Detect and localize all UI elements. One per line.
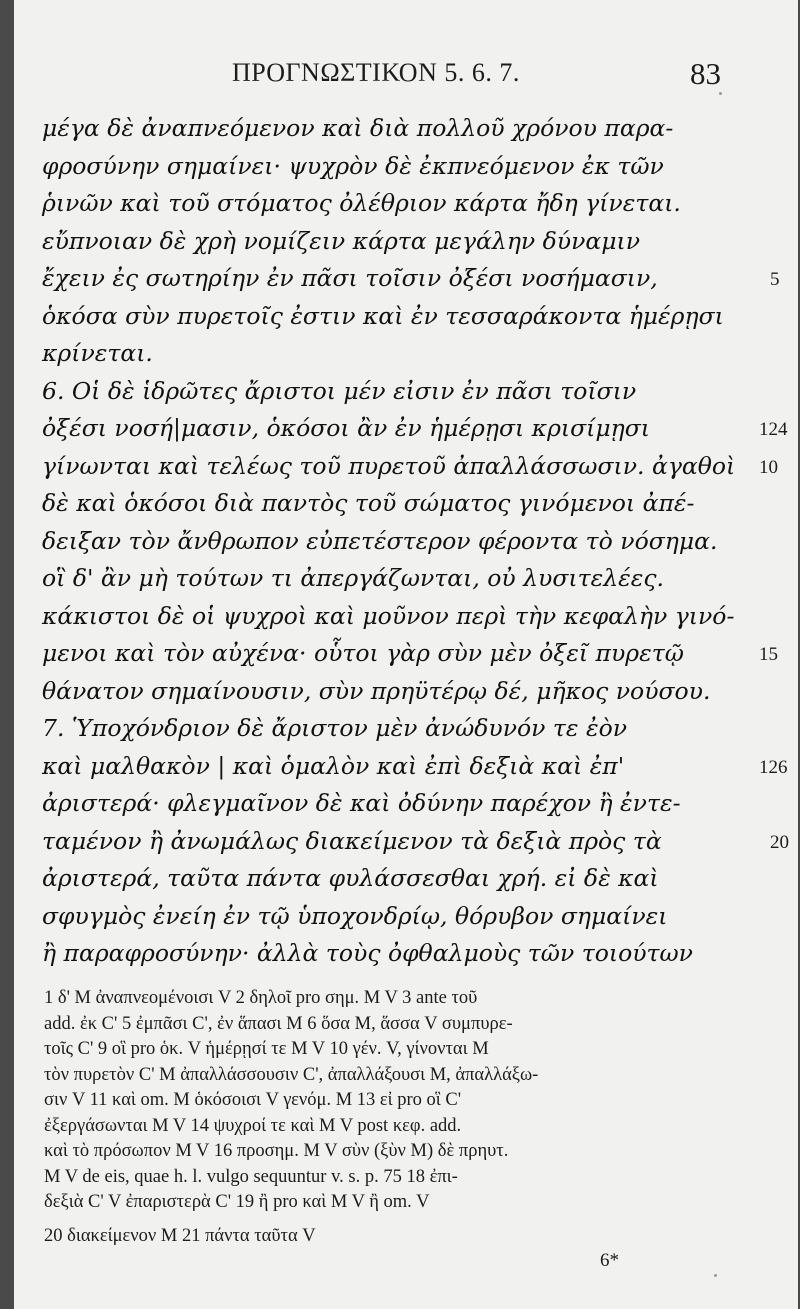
text-line: κρίνεται. (42, 339, 153, 367)
critical-apparatus (44, 986, 784, 1249)
text-line: ταμένον ἢ ἀνωμάλως διακείμενον τὰ δεξιὰ πρὸς τὰ 20 (42, 823, 782, 861)
line-number: 15 (759, 644, 778, 665)
text-line: ἢ παραφροσύνην· ἀλλὰ τοὺς ὀφθαλμοὺς τῶν τοιούτων (42, 939, 693, 967)
apparatus-line: add. ἐκ C' 5 ἐμπᾶσι C', ἐν ἅπασι M 6 ὅσα M, ἅσσα V συμπυρε- (44, 1013, 513, 1034)
text-line: 6. Οἱ δὲ ἱδρῶτες ἄριστοι μέν εἰσιν ἐν πᾶσι τοῖσιν (42, 376, 637, 405)
text-line: εὔπνοιαν δὲ χρὴ νομίζειν κάρτα μεγάλην δύναμιν (42, 226, 641, 255)
text-line: ὁκόσα σὺν πυρετοῖς ἐστιν καὶ ἐν τεσσαράκοντα ἡμέρῃσι (42, 301, 724, 330)
text-line: ἔχειν ἐς σωτηρίην ἐν πᾶσι τοῖσιν ὀξέσι νοσήμασιν, 5 (42, 260, 782, 298)
apparatus-line: σιν V 11 καὶ om. M ὁκόσοισι V γενόμ. M 13 εἰ pro οἳ C' (44, 1090, 462, 1110)
text-line: 7. Ὑποχόνδριον δὲ ἄριστον μὲν ἀνώδυνόν τε ἐὸν (42, 714, 628, 742)
text-line: δὲ καὶ ὁκόσοι διὰ παντὸς τοῦ σώματος γινόμενοι ἀπέ- (42, 489, 695, 517)
text-line: σφυγμὸς ἐνείη ἐν τῷ ὑποχονδρίῳ, θόρυβον σημαίνει (42, 901, 668, 930)
book-page (14, 0, 798, 1309)
apparatus-line: τὸν πυρετὸν C' M ἀπαλλάσσουσιν C', ἀπαλλάξουσι M, ἀπαλλάξω- (44, 1064, 539, 1085)
text-line: γίνωνται καὶ τελέως τοῦ πυρετοῦ ἀπαλλάσσωσιν. ἀγαθοὶ 10 (42, 448, 782, 486)
text-line: οἳ δ' ἂν μὴ τούτων τι ἀπεργάζωνται, οὐ λυσιτελέες. (42, 564, 664, 592)
page-number: 83 (690, 56, 721, 91)
text-line: κάκιστοι δὲ οἱ ψυχροὶ καὶ μοῦνον περὶ τὴν κεφαλὴν γινό- (42, 601, 735, 630)
running-title: ΠΡΟΓΝΩΣΤΙΚΟΝ 5. 6. 7. (232, 58, 520, 87)
apparatus-line: δεξιὰ C' V ἐπαριστερὰ C' 19 ἢ pro καὶ M V ἢ om. V (44, 1192, 430, 1212)
text-line: ὀξέσι νοσή|μασιν, ὁκόσοι ἂν ἐν ἡμέρῃσι κρισίμῃσι 124 (42, 410, 782, 448)
line-number: 5 (770, 269, 780, 290)
apparatus-line: 1 δ' M ἀναπνεομένοισι V 2 δηλοῖ pro σημ. M V 3 ante τοῦ (44, 988, 478, 1008)
edition-page-ref: 126 (759, 756, 788, 778)
paper-speck (714, 1274, 717, 1277)
text-line: θάνατον σημαίνουσιν, σὺν πρηϋτέρῳ δέ, μῆκος νούσου. (42, 676, 711, 705)
text-line: μενοι καὶ τὸν αὐχένα· οὗτοι γὰρ σὺν μὲν ὀξεῖ πυρετῷ 15 (42, 635, 782, 673)
text-line: φροσύνην σημαίνει· ψυχρὸν δὲ ἐκπνεόμενον ἐκ τῶν (42, 151, 664, 180)
text-line: καὶ μαλθακὸν | καὶ ὁμαλὸν καὶ ἐπὶ δεξιὰ καὶ ἐπ' 126 (42, 748, 782, 786)
edition-page-ref: 124 (759, 419, 788, 440)
text-line: μέγα δὲ ἀναπνεόμενον καὶ διὰ πολλοῦ χρόνου παρα- (42, 114, 674, 142)
text-line: ῥινῶν καὶ τοῦ στόματος ὀλέθριον κάρτα ἤδη γίνεται. (42, 189, 681, 217)
signature-mark: 6* (600, 1250, 619, 1271)
text-line: ἀριστερά· φλεγμαῖνον δὲ καὶ ὀδύνην παρέχον ἢ ἐντε- (42, 789, 681, 817)
apparatus-line: ἐξεργάσωνται M V 14 ψυχροί τε καὶ M V post κεφ. add. (44, 1115, 462, 1136)
apparatus-line: 20 διακείμενον M 21 πάντα ταῦτα V (44, 1225, 316, 1246)
text-line: δειξαν τὸν ἄνθρωπον εὐπετέστερον φέροντα τὸ νόσημα. (42, 526, 718, 555)
line-number: 10 (759, 456, 778, 478)
apparatus-line: καὶ τὸ πρόσωπον M V 16 προσημ. M V σὺν (ξὺν M) δὲ πρηυτ. (44, 1141, 509, 1161)
page-header (14, 58, 798, 98)
paper-speck (719, 92, 722, 95)
text-line: ἀριστερά, ταῦτα πάντα φυλάσσεσθαι χρή. εἰ δὲ καὶ (42, 864, 659, 892)
main-greek-text (42, 110, 789, 973)
line-number: 20 (770, 831, 789, 853)
apparatus-line: M V de eis, quae h. l. vulgo sequuntur v. s. p. 75 18 ἐπι- (44, 1166, 458, 1187)
apparatus-line: τοῖς C' 9 οἳ pro ὁκ. V ἡμέρῃσί τε M V 10 γέν. V, γίνονται M (44, 1039, 489, 1059)
